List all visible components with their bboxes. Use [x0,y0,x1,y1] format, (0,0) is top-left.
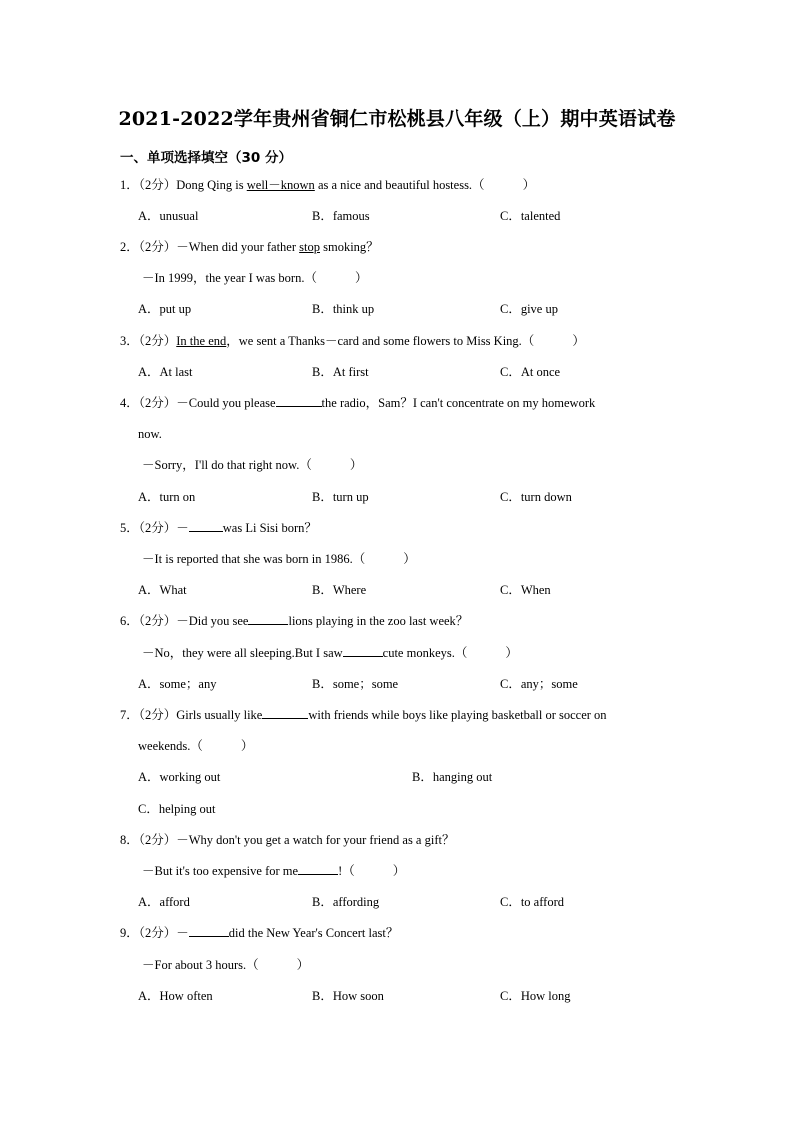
q2-reply: －In 1999，the year I was born.（ ） [142,271,368,285]
underlined-phrase: In the end [176,334,227,348]
q4-option-b[interactable]: B．turn up [312,490,369,504]
q8-reply: －But it's too expensive for me !（ ） [142,864,406,878]
q5-reply: －It is reported that she was born in 1986.（ ） [142,552,416,566]
q6-option-a[interactable]: A．some；any [138,677,217,691]
section-heading: 一、单项选择填空（30 分） [120,150,292,166]
q8-option-b[interactable]: B．affording [312,895,380,909]
q5-option-a[interactable]: A．What [138,583,187,597]
q2-option-b[interactable]: B．think up [312,302,375,316]
underlined-phrase: stop [299,240,320,254]
q5-option-c[interactable]: C．When [500,583,551,597]
question-7: 7．（2分）Girls usually like with friends while boys like playing basketball or soccer on [120,708,607,722]
fill-blank[interactable] [276,395,322,407]
underlined-phrase: well－known [246,178,315,192]
q3-option-c[interactable]: C．At once [500,365,561,379]
q9-option-b[interactable]: B．How soon [312,989,384,1003]
q6-option-c[interactable]: C．any；some [500,677,578,691]
question-6: 6．（2分）－Did you see lions playing in the zoo last week？ [120,614,469,628]
question-4: 4．（2分）－Could you please the radio，Sam？I can't concentrate on my homework [120,396,596,410]
fill-blank[interactable] [262,707,308,719]
fill-blank[interactable] [189,925,229,937]
q3-option-a[interactable]: A．At last [138,365,193,379]
question-5: 5．（2分）－ was Li Sisi born？ [120,521,317,535]
q6-option-b[interactable]: B．some；some [312,677,399,691]
question-9: 9．（2分）－ did the New Year's Concert last？ [120,926,399,940]
q2-option-a[interactable]: A．put up [138,302,192,316]
page-title: 2021-2022学年贵州省铜仁市松桃县八年级（上）期中英语试卷 [118,108,676,130]
q5-option-b[interactable]: B．Where [312,583,367,597]
question-8: 8．（2分）－Why don't you get a watch for your friend as a gift？ [120,833,455,847]
q3-option-b[interactable]: B．At first [312,365,369,379]
fill-blank[interactable] [298,863,338,875]
q4-option-c[interactable]: C．turn down [500,490,572,504]
q1-option-b[interactable]: B．famous [312,209,370,223]
fill-blank[interactable] [248,613,288,625]
q4-option-a[interactable]: A．turn on [138,490,196,504]
fill-blank[interactable] [343,645,383,657]
q9-option-c[interactable]: C．How long [500,989,571,1003]
question-1: 1．（2分）Dong Qing is well－known as a nice and beautiful hostess.（ ） [120,178,536,192]
q7-option-b[interactable]: B．hanging out [412,770,493,784]
q1-option-c[interactable]: C．talented [500,209,561,223]
q2-option-c[interactable]: C．give up [500,302,558,316]
q9-reply: －For about 3 hours.（ ） [142,958,310,972]
q6-reply: －No，they were all sleeping.But I saw cute monkeys.（ ） [142,646,518,660]
q7-continuation: weekends.（ ） [138,739,254,753]
q4-continuation: now. [138,427,162,441]
q8-option-a[interactable]: A．afford [138,895,190,909]
q4-reply: －Sorry，I'll do that right now.（ ） [142,458,363,472]
fill-blank[interactable] [189,520,223,532]
q7-option-c[interactable]: C．helping out [138,802,216,816]
q1-option-a[interactable]: A．unusual [138,209,199,223]
question-2: 2．（2分）－When did your father stop smoking？ [120,240,379,254]
question-3: 3．（2分）In the end，we sent a Thanks－card and some flowers to Miss King.（ ） [120,334,585,348]
q8-option-c[interactable]: C．to afford [500,895,564,909]
q7-option-a[interactable]: A．working out [138,770,221,784]
q9-option-a[interactable]: A．How often [138,989,213,1003]
